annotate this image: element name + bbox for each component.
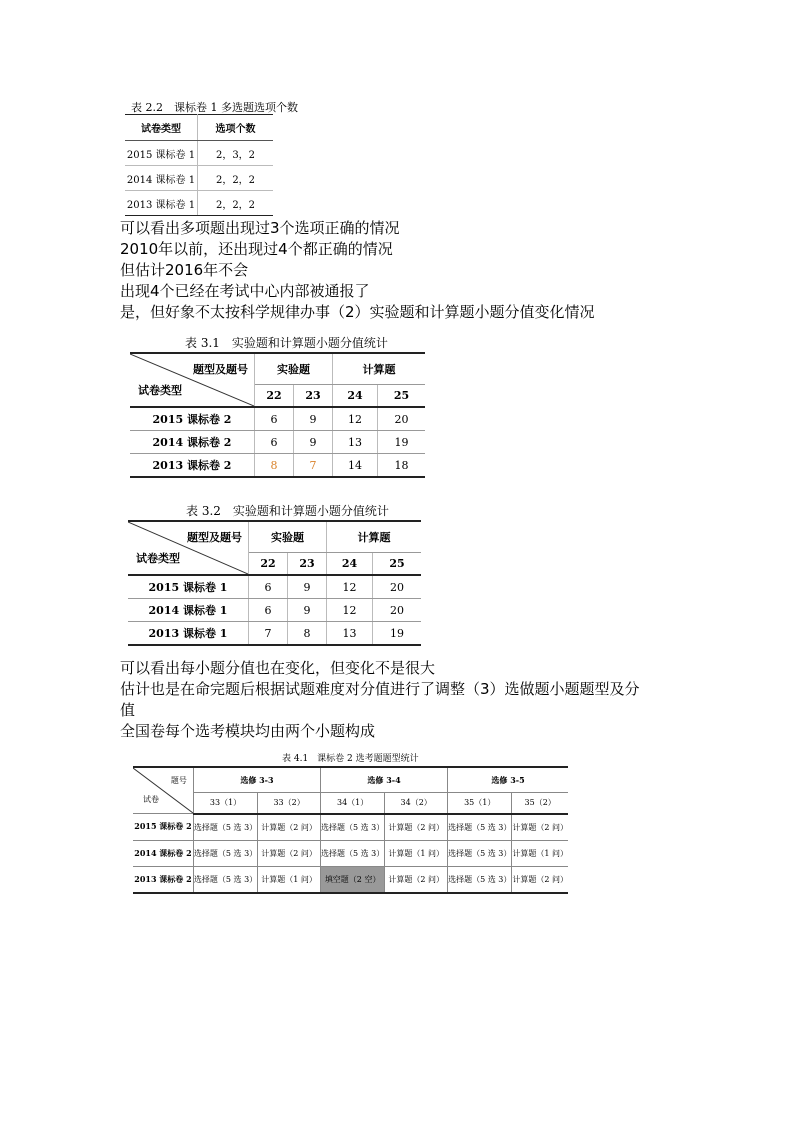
table-cell: 选择题（5 选 3） (321, 840, 385, 866)
corner-label-top: 题型及题号 (193, 363, 248, 376)
corner-label-bottom: 试卷类型 (136, 552, 180, 565)
paragraph-line: 是，但好象不太按科学规律办事（2）实验题和计算题小题分值变化情况 (120, 303, 595, 321)
table-cell-highlight: 7 (294, 454, 333, 478)
table-cell: 2013 课标卷 1 (125, 191, 198, 216)
paragraph-line: 但估计2016年不会 (120, 261, 249, 279)
corner-label-bottom: 试卷类型 (138, 384, 182, 397)
table32-caption: 表 3.2 实验题和计算题小题分值统计 (186, 504, 389, 518)
group-header: 实验题 (255, 353, 333, 385)
table-cell: 计算题（2 问） (512, 866, 568, 893)
table-cell: 9 (294, 407, 333, 431)
corner-label-bottom: 试卷 (143, 795, 159, 804)
column-header: 22 (249, 553, 288, 576)
table-row (125, 166, 273, 191)
table-cell: 计算题（2 问） (512, 814, 568, 841)
column-header: 23 (288, 553, 327, 576)
row-label: 2015 课标卷 1 (128, 575, 249, 599)
group-header: 选修 3-4 (321, 767, 448, 793)
table-cell: 2，3，2 (198, 141, 274, 166)
table-cell: 计算题（1 问） (258, 866, 321, 893)
table-cell: 2015 课标卷 1 (125, 141, 198, 166)
table-cell: 13 (327, 622, 373, 646)
table-cell-highlight: 8 (255, 454, 294, 478)
group-header: 选修 3-3 (193, 767, 320, 793)
table41-corner (133, 767, 193, 814)
group-header: 计算题 (327, 521, 422, 553)
table31-caption: 表 3.1 实验题和计算题小题分值统计 (185, 336, 388, 350)
table-cell: 7 (249, 622, 288, 646)
table-cell: 12 (333, 407, 378, 431)
group-header: 计算题 (333, 353, 426, 385)
paragraph-line: 可以看出每小题分值也在变化，但变化不是很大 (120, 659, 436, 677)
table-cell: 计算题（2 问） (385, 866, 448, 893)
table-cell: 20 (373, 575, 422, 599)
table-cell: 选择题（5 选 3） (448, 814, 512, 841)
column-header: 25 (378, 385, 426, 408)
table41-caption: 表 4.1 课标卷 2 选考题题型统计 (282, 754, 419, 764)
column-header: 33（2） (258, 793, 321, 814)
table-cell: 2014 课标卷 1 (125, 166, 198, 191)
column-header: 24 (327, 553, 373, 576)
table-cell: 20 (378, 407, 426, 431)
row-label: 2013 课标卷 2 (130, 454, 255, 478)
table-cell-shaded: 填空题（2 空） (321, 866, 385, 893)
row-label: 2015 课标卷 2 (133, 814, 193, 841)
table-cell: 12 (327, 599, 373, 622)
paragraph-line: 估计也是在命完题后根据试题难度对分值进行了调整（3）选做题小题题型及分 (120, 680, 640, 698)
table-cell: 6 (255, 407, 294, 431)
table-cell: 6 (255, 431, 294, 454)
table-cell: 18 (378, 454, 426, 478)
table-row (130, 431, 425, 454)
table-cell: 计算题（2 问） (258, 840, 321, 866)
row-label: 2014 课标卷 2 (130, 431, 255, 454)
table-row (133, 814, 568, 841)
column-header: 35（1） (448, 793, 512, 814)
paragraph-line: 全国卷每个选考模块均由两个小题构成 (120, 722, 376, 740)
column-header: 22 (255, 385, 294, 408)
table-cell: 计算题（2 问） (385, 814, 448, 841)
paragraph-line: 值 (120, 701, 136, 719)
table32 (128, 520, 421, 646)
table-row (128, 575, 421, 599)
table-cell: 2，2，2 (198, 191, 274, 216)
column-header: 23 (294, 385, 333, 408)
table22 (125, 114, 273, 216)
table-cell: 选择题（5 选 3） (448, 840, 512, 866)
table-cell: 9 (288, 575, 327, 599)
table-row (133, 866, 568, 893)
table-cell: 9 (294, 431, 333, 454)
table31 (130, 352, 425, 478)
paragraph-line: 2010年以前，还出现过4个都正确的情况 (120, 240, 393, 258)
table32-corner (128, 521, 249, 575)
table-cell: 14 (333, 454, 378, 478)
table41 (133, 766, 568, 894)
table-cell: 20 (373, 599, 422, 622)
table-cell: 选择题（5 选 3） (448, 866, 512, 893)
table-row (133, 840, 568, 866)
group-header: 实验题 (249, 521, 327, 553)
table-cell: 12 (327, 575, 373, 599)
table-cell: 9 (288, 599, 327, 622)
table-cell: 选择题（5 选 3） (321, 814, 385, 841)
table22-caption: 表 2.2 课标卷 1 多选题选项个数 (131, 101, 298, 114)
table-cell: 选择题（5 选 3） (193, 840, 257, 866)
table-cell: 计算题（2 问） (258, 814, 321, 841)
paragraph-line: 可以看出多项题出现过3个选项正确的情况 (120, 219, 400, 237)
table-row (130, 454, 425, 478)
column-header: 34（2） (385, 793, 448, 814)
group-header: 选修 3-5 (448, 767, 568, 793)
table-cell: 选择题（5 选 3） (193, 866, 257, 893)
table-row (128, 599, 421, 622)
row-label: 2013 课标卷 1 (128, 622, 249, 646)
row-label: 2013 课标卷 2 (133, 866, 193, 893)
column-header: 33（1） (193, 793, 257, 814)
table-row (125, 141, 273, 166)
column-header: 35（2） (512, 793, 568, 814)
row-label: 2014 课标卷 2 (133, 840, 193, 866)
paragraph-block-2 (120, 658, 640, 742)
table22-header: 选项个数 (198, 115, 274, 141)
table-cell: 选择题（5 选 3） (193, 814, 257, 841)
table-row (130, 407, 425, 431)
corner-label-top: 题型及题号 (187, 531, 242, 544)
table22-header: 试卷类型 (125, 115, 198, 141)
table-cell: 6 (249, 599, 288, 622)
row-label: 2015 课标卷 2 (130, 407, 255, 431)
table-cell: 13 (333, 431, 378, 454)
table31-corner (130, 353, 255, 407)
table-cell: 6 (249, 575, 288, 599)
table-cell: 19 (378, 431, 426, 454)
table-row (128, 622, 421, 646)
table-cell: 2，2，2 (198, 166, 274, 191)
column-header: 34（1） (321, 793, 385, 814)
table-cell: 计算题（1 问） (385, 840, 448, 866)
table-cell: 计算题（1 问） (512, 840, 568, 866)
row-label: 2014 课标卷 1 (128, 599, 249, 622)
table-cell: 8 (288, 622, 327, 646)
table-cell: 19 (373, 622, 422, 646)
table-row (125, 191, 273, 216)
paragraph-line: 出现4个已经在考试中心内部被通报了 (120, 282, 370, 300)
column-header: 24 (333, 385, 378, 408)
paragraph-block-1 (120, 218, 595, 323)
corner-label-top: 题号 (170, 776, 187, 785)
column-header: 25 (373, 553, 422, 576)
